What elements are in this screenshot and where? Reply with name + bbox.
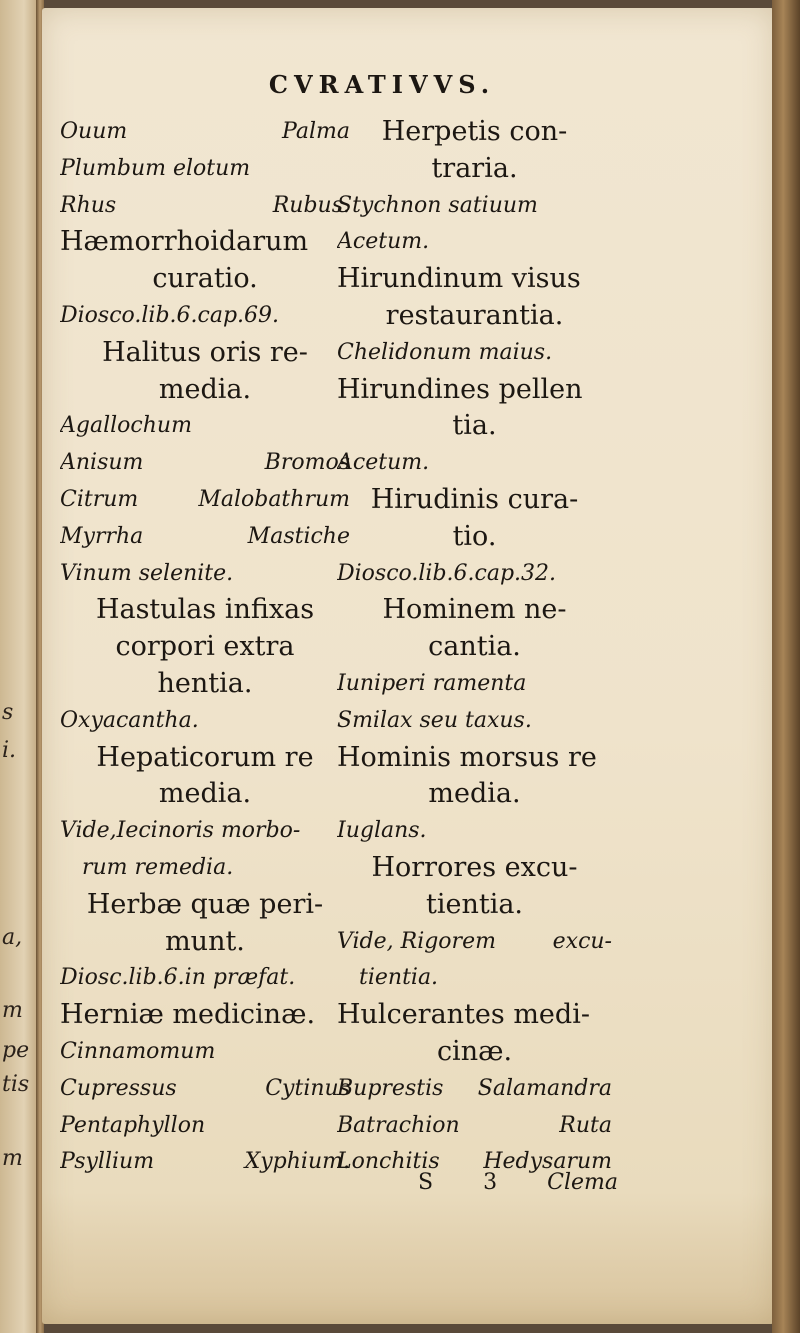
signature-line [418,1170,618,1195]
index-term: Vide, Rigorem [337,928,496,954]
index-term: Batrachion [337,1112,460,1138]
index-line: Halitus oris re- [102,336,308,368]
index-line: Cinnamomum [60,1038,216,1064]
index-term: Xyphium. [244,1149,350,1175]
index-line: traria. [431,152,518,184]
index-term: Myrrha [60,523,144,549]
index-term: Ouum [60,119,128,144]
index-term: Cytinus [265,1075,350,1101]
index-line [337,1071,612,1108]
index-line: Acetum. [337,450,430,476]
index-line [60,445,350,482]
running-header: CVRATIVVS. [268,70,496,99]
index-line: Hulcerantes medi- [337,999,590,1031]
index-line: Oxyacantha. [60,707,199,733]
index-term: Lonchitis [337,1149,440,1175]
index-line: Pentaphyllon [60,1112,206,1138]
index-line: Agallochum [60,413,192,439]
index-line: rum remedia. [82,854,234,880]
catchword: Clema [547,1170,618,1195]
index-line: media. [158,373,252,405]
index-line [60,519,350,556]
index-line: Hominis morsus re [337,741,597,773]
index-line: Vide,Iecinoris morbo- [60,818,301,844]
index-line: Chelidonum maius. [337,339,553,365]
index-line: cantia. [428,631,521,663]
index-line: Hastulas infixas [95,594,315,626]
index-line: Acetum. [337,229,430,255]
index-line: tio. [452,520,497,552]
index-line: hentia. [157,667,253,699]
index-term: Anisum [60,450,144,476]
index-line: Iuniperi ramenta [337,670,527,696]
index-line: Herbæ quæ peri- [86,888,324,920]
facing-page-edge [0,0,40,1333]
index-term: Ruta [559,1112,612,1138]
index-line [337,1108,612,1145]
page-block-edge [772,0,800,1333]
facing-page-fragment: a, [2,925,23,950]
index-line: Hominem ne- [382,594,567,626]
index-line [60,188,350,225]
index-line: Diosco.lib.6.cap.32. [337,560,557,586]
index-line [60,482,350,519]
index-term: Palma [282,119,350,144]
index-line: tientia. [359,965,439,991]
index-line: Vinum selenite. [60,560,234,586]
index-line: Plumbum elotum [60,155,251,181]
index-line: Hirundinum visus [337,263,581,295]
signature-mark: S [418,1170,434,1195]
index-line [60,114,350,151]
index-line: Hirudinis cura- [370,483,579,515]
signature-number: 3 [483,1170,498,1195]
index-term: excu- [552,928,612,954]
index-term: Buprestis [337,1075,444,1101]
index-line: munt. [165,925,245,957]
index-line: restaurantia. [385,299,564,331]
index-line: Diosc.lib.6.in præfat. [60,965,296,991]
index-term: Bromos [264,450,350,476]
index-term: Psyllium [60,1149,155,1175]
index-line: Stychnon satiuum [337,192,538,218]
index-line: tia. [452,410,497,442]
index-line: Diosco.lib.6.cap.69. [60,302,280,328]
index-line: Iuglans. [337,818,427,844]
index-term: Citrum [60,486,139,512]
index-term: Mastiche [247,523,350,549]
book-page [42,8,774,1324]
index-line: Hepaticorum re [96,741,314,773]
facing-page-fragment: m [2,998,23,1023]
index-line: Herniæ medicinæ. [60,999,316,1031]
facing-page-fragment: i. [2,738,17,763]
index-term: Salamandra [477,1075,612,1101]
index-line: curatio. [152,263,258,295]
index-line: Smilax seu taxus. [337,707,532,733]
index-line: Hirundines pellen [337,373,583,405]
index-line: Herpetis con- [381,116,568,147]
index-line: Horrores excu- [371,851,578,883]
index-line: media. [428,778,521,810]
index-line: corpori extra [115,631,295,663]
facing-page-fragment: pe [2,1038,30,1063]
index-line: tientia. [425,888,524,920]
index-term: Rubus. [272,192,350,218]
index-term: Hedysarum [483,1149,612,1175]
facing-page-fragment: s [2,700,14,725]
right-index-column [337,114,612,1181]
index-term: Cupressus [60,1075,177,1101]
index-term: Malobathrum [198,486,350,512]
index-line: Hæmorrhoidarum [60,226,309,258]
index-line: media. [158,778,252,810]
index-line: cinæ. [436,1035,513,1067]
facing-page-fragment: m [2,1146,23,1171]
facing-page-fragment: tis [2,1072,30,1097]
index-term: Rhus [60,192,117,218]
index-line [60,1071,350,1108]
index-line [60,1144,350,1181]
index-line [337,924,612,961]
left-index-column [60,114,350,1181]
